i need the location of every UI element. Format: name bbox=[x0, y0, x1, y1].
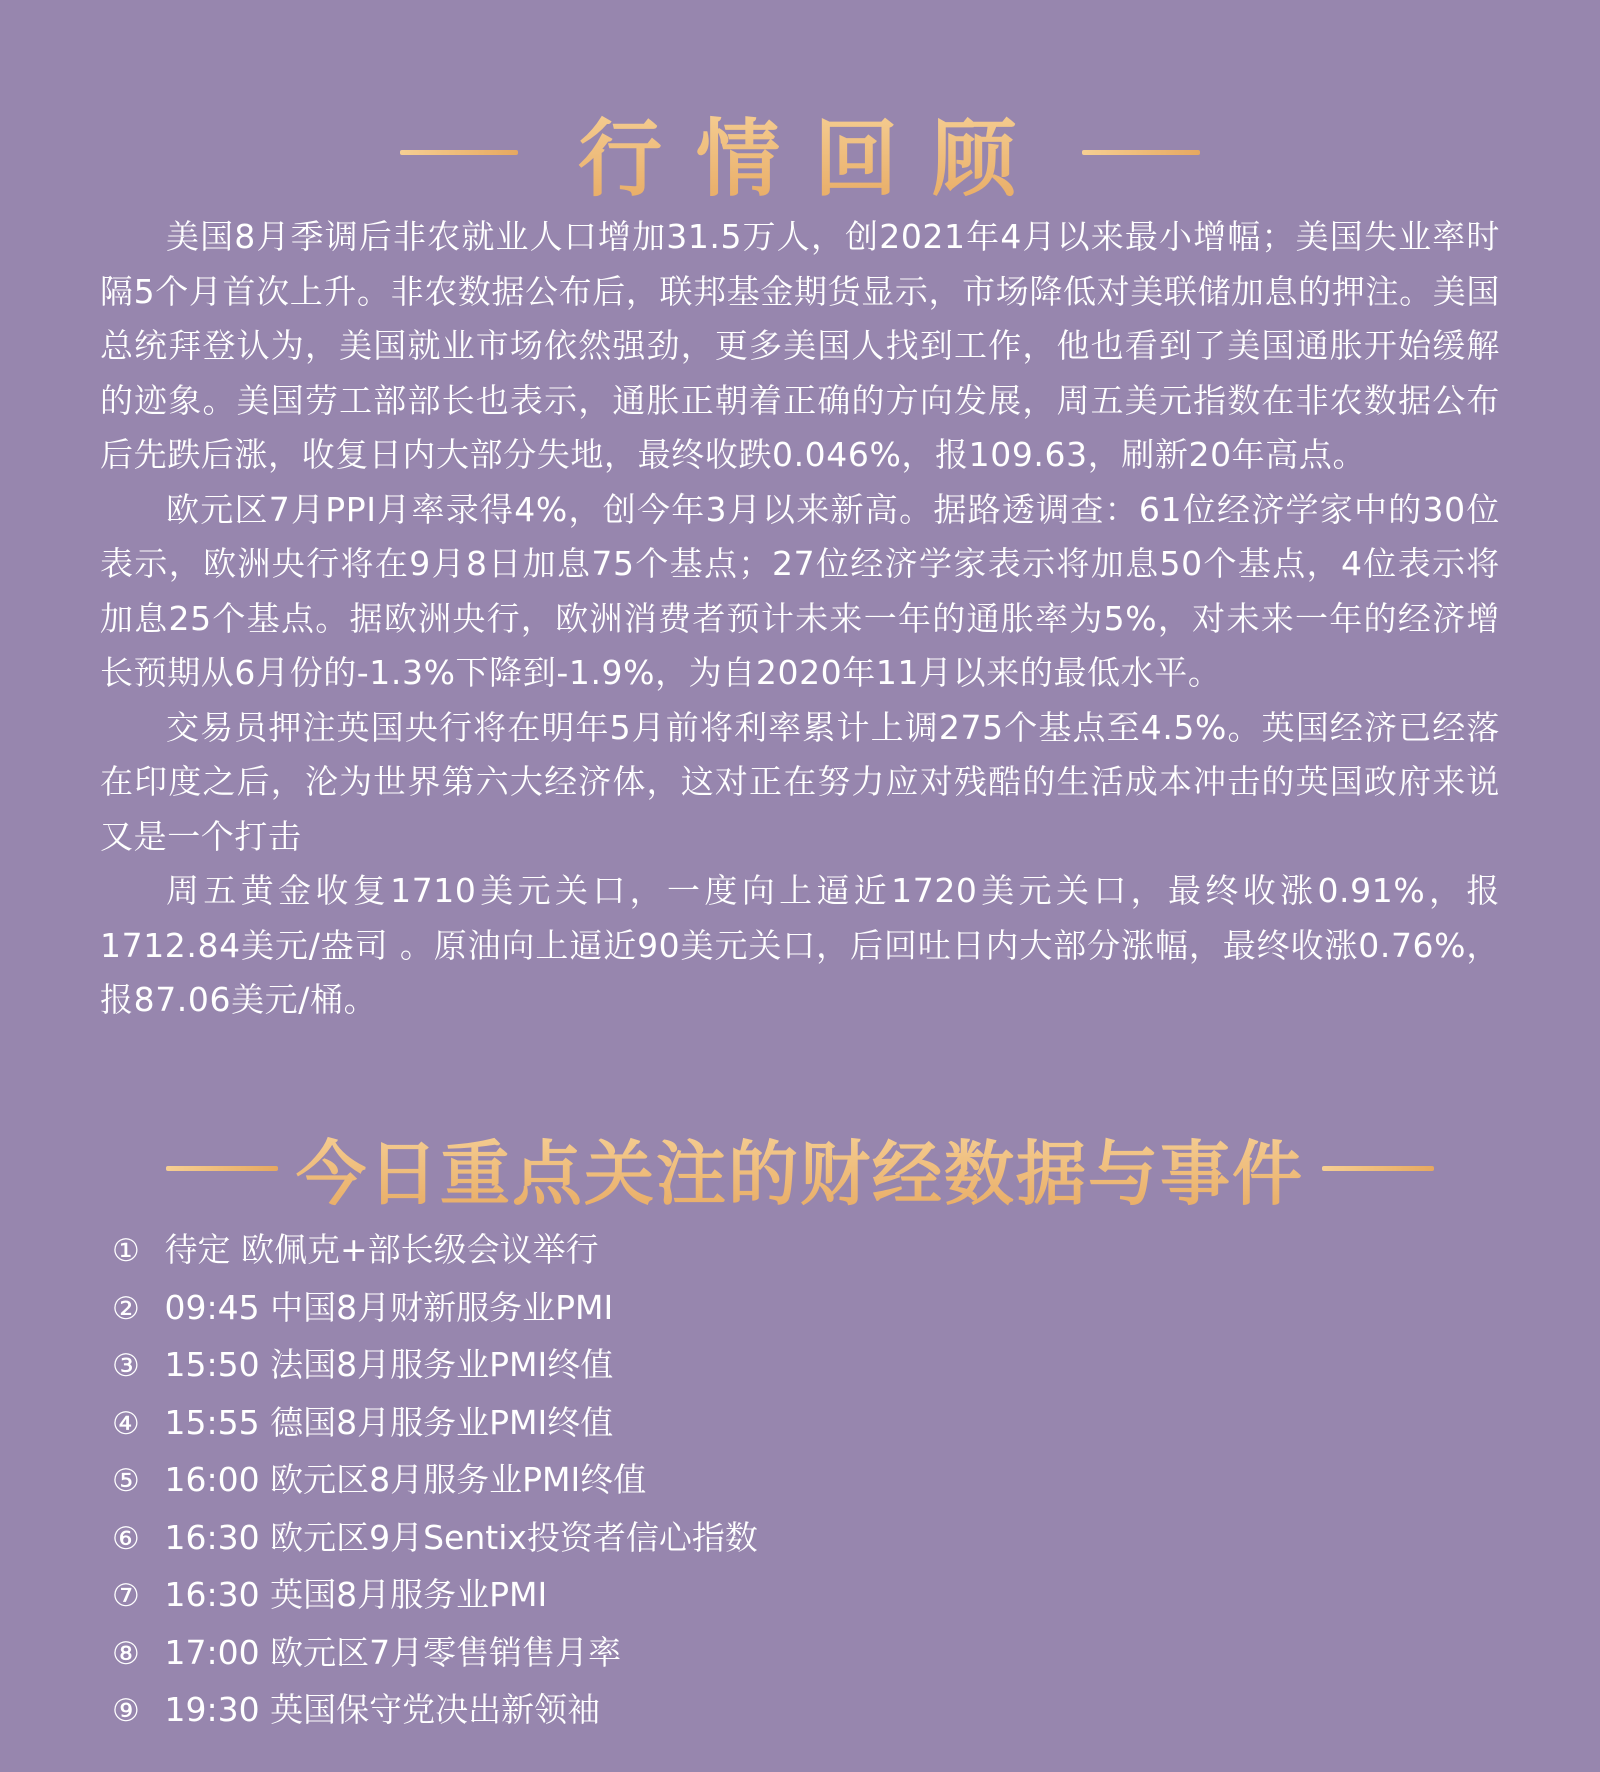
event-item bbox=[112, 1567, 758, 1625]
event-text: 英国保守党决出新领袖 bbox=[270, 1690, 601, 1729]
events-list bbox=[112, 1222, 758, 1740]
event-time: 待定 bbox=[164, 1230, 231, 1269]
market-review-body bbox=[100, 210, 1500, 1028]
event-number: ② bbox=[112, 1290, 140, 1327]
event-number: ① bbox=[112, 1233, 140, 1269]
title-left-dash bbox=[400, 150, 518, 155]
event-text: 英国8月服务业PMI bbox=[270, 1575, 548, 1614]
event-number: ④ bbox=[112, 1405, 140, 1442]
event-time: 19:30 bbox=[164, 1690, 260, 1729]
event-item bbox=[112, 1452, 758, 1510]
review-paragraph-gold-oil: 周五黄金收复1710美元关口，一度向上逼近1720美元关口，最终收涨0.91%，报1712.84美元/盎司 。原油向上逼近90美元关口，后回吐日内大部分涨幅，最终收涨0.76%，报87.06美元/桶。 bbox=[100, 871, 1500, 1019]
event-item bbox=[112, 1682, 758, 1740]
event-item bbox=[112, 1337, 758, 1395]
market-review-title: 行情回顾 bbox=[578, 92, 1050, 213]
review-paragraph-us-jobs: 美国8月季调后非农就业人口增加31.5万人，创2021年4月以来最小增幅；美国失业率时隔5个月首次上升。非农数据公布后，联邦基金期货显示，市场降低对美联储加息的押注。美国总统拜登认为，美国就业市场依然强劲，更多美国人找到工作，他也看到了美国通胀开始缓解的迹象。美国劳工部部长也表示，通胀正朝着正确的方向发展，周五美元指数在非农数据公布后先跌后涨，收复日内大部分失地，最终收跌0.046%，报109.63，刷新20年高点。 bbox=[100, 217, 1500, 474]
event-time: 17:00 bbox=[164, 1632, 260, 1672]
event-text: 法国8月服务业PMI终值 bbox=[270, 1345, 614, 1384]
event-item bbox=[112, 1510, 758, 1568]
event-item bbox=[112, 1280, 758, 1338]
event-number: ⑨ bbox=[112, 1693, 140, 1729]
event-number: ⑧ bbox=[112, 1635, 140, 1672]
event-text: 欧元区8月服务业PMI终值 bbox=[270, 1460, 647, 1499]
event-text: 欧佩克+部长级会议举行 bbox=[241, 1230, 599, 1269]
event-number: ⑦ bbox=[112, 1578, 140, 1614]
review-paragraph-uk: 交易员押注英国央行将在明年5月前将利率累计上调275个基点至4.5%。英国经济已经落在印度之后，沦为世界第六大经济体，这对正在努力应对残酷的生活成本冲击的英国政府来说又是一个打击 bbox=[100, 707, 1500, 856]
event-item bbox=[112, 1395, 758, 1453]
event-time: 16:00 bbox=[164, 1460, 260, 1499]
event-text: 欧元区7月零售销售月率 bbox=[270, 1632, 622, 1672]
event-number: ③ bbox=[112, 1348, 140, 1384]
event-time: 15:55 bbox=[164, 1402, 260, 1442]
event-time: 15:50 bbox=[164, 1345, 260, 1384]
event-item bbox=[112, 1222, 758, 1280]
event-item bbox=[112, 1625, 758, 1683]
event-number: ⑥ bbox=[112, 1520, 140, 1557]
event-number: ⑤ bbox=[112, 1463, 140, 1499]
market-review-header bbox=[0, 92, 1600, 213]
title-right-dash bbox=[1322, 1166, 1434, 1171]
events-header bbox=[0, 1118, 1600, 1219]
event-text: 欧元区9月Sentix投资者信心指数 bbox=[270, 1517, 758, 1557]
review-paragraph-eurozone: 欧元区7月PPI月率录得4%，创今年3月以来新高。据路透调查：61位经济学家中的30位表示，欧洲央行将在9月8日加息75个基点；27位经济学家表示将加息50个基点，4位表示将加息25个基点。据欧洲央行，欧洲消费者预计未来一年的通胀率为5%，对未来一年的经济增长预期从6月份的-1.3%下降到-1.9%，为自2020年11月以来的最低水平。 bbox=[100, 489, 1500, 692]
event-time: 16:30 bbox=[164, 1517, 260, 1557]
event-time: 09:45 bbox=[164, 1287, 260, 1327]
event-text: 德国8月服务业PMI终值 bbox=[270, 1402, 614, 1442]
event-text: 中国8月财新服务业PMI bbox=[270, 1287, 614, 1327]
event-time: 16:30 bbox=[164, 1575, 260, 1614]
events-title: 今日重点关注的财经数据与事件 bbox=[296, 1118, 1304, 1219]
title-left-dash bbox=[166, 1166, 278, 1171]
title-right-dash bbox=[1082, 150, 1200, 155]
